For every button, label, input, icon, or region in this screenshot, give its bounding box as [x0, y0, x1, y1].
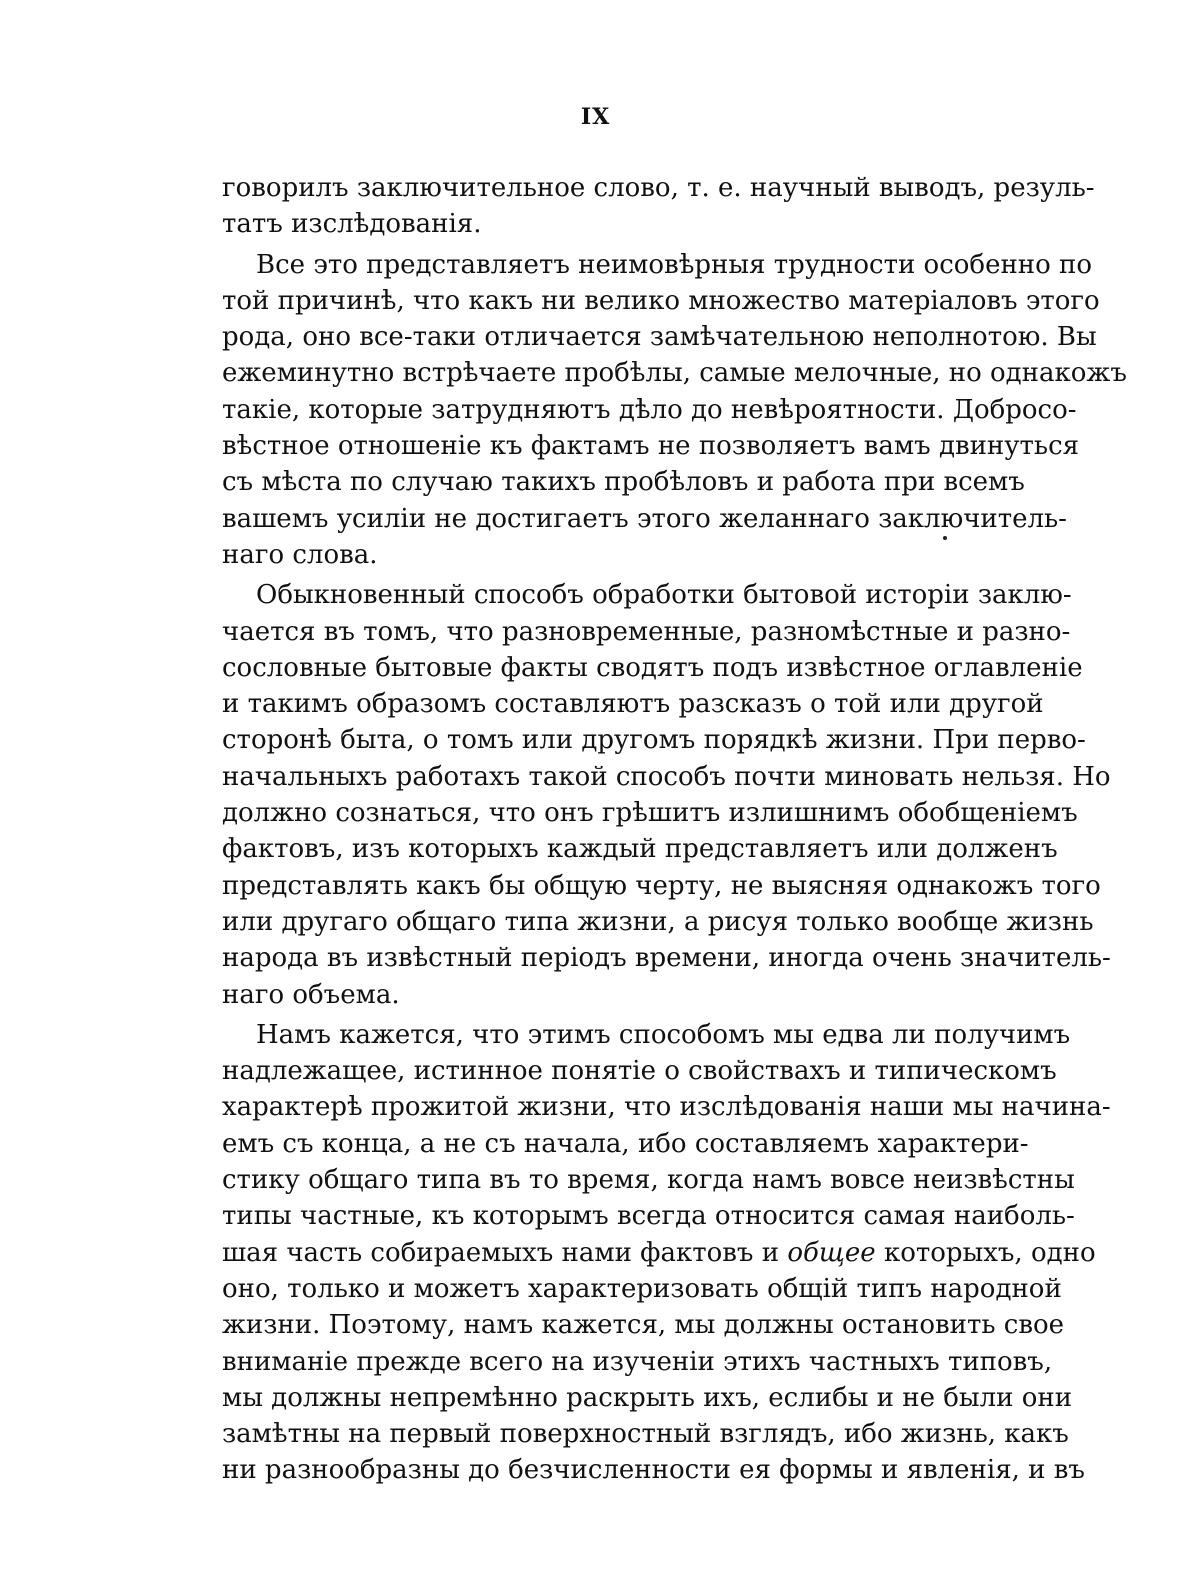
- text-line: такіе, которые затрудняютъ дѣло до невѣроятности. Добросо-: [222, 394, 1077, 425]
- text-line: стику общаго типа въ то время, когда намъ вовсе неизвѣстны: [222, 1165, 1075, 1196]
- text-line: Все это представляетъ неимовѣрныя трудности особенно по: [256, 249, 1093, 280]
- paragraph: [222, 170, 1095, 243]
- text-line: народа въ извѣстный періодъ времени, иногда очень значитель-: [222, 943, 1111, 974]
- body-text: [222, 170, 1127, 1489]
- text-line: Обыкновенный способъ обработки бытовой исторіи заклю-: [256, 580, 1072, 611]
- text-line: вниманіе прежде всего на изученіи этихъ частныхъ типовъ,: [222, 1346, 1053, 1377]
- text-line: и такимъ образомъ составляютъ разсказъ о той или другой: [222, 689, 1044, 720]
- text-line: чается въ томъ, что разновременные, разномѣстные и разно-: [222, 616, 1071, 647]
- text-line: ежеминутно встрѣчаете пробѣлы, самые мелочные, но однакожъ: [222, 358, 1127, 389]
- text-line: наго слова.: [222, 539, 378, 570]
- text-line: наго объема.: [222, 979, 400, 1010]
- text-line: емъ съ конца, а не съ начала, ибо составляемъ характери-: [222, 1128, 1029, 1159]
- text-line: замѣтны на первый поверхностный взглядъ, ибо жизнь, какъ: [222, 1419, 1069, 1450]
- page-number: IX: [580, 104, 611, 130]
- text-line: типы частные, къ которымъ всегда относится самая наиболь-: [222, 1201, 1075, 1232]
- paragraph: [222, 247, 1127, 574]
- paragraph: [222, 577, 1111, 1013]
- text-segment: которыхъ, одно: [883, 1237, 1096, 1268]
- text-line: жизни. Поэтому, намъ кажется, мы должны остановить свое: [222, 1310, 1065, 1341]
- text-segment: шая часть собираемыхъ нами фактовъ и: [222, 1237, 780, 1268]
- text-line: или другаго общаго типа жизни, а рисуя только вообще жизнь: [222, 906, 1094, 937]
- text-line: должно сознаться, что онъ грѣшитъ излишнимъ обобщеніемъ: [222, 798, 1078, 829]
- text-line: оно, только и можетъ характеризовать общій типъ народной: [222, 1273, 1062, 1304]
- text-line: татъ изслѣдованія.: [222, 209, 482, 240]
- text-line: рода, оно все-таки отличается замѣчательною неполнотою. Вы: [222, 322, 1097, 353]
- paragraph: [222, 1017, 1111, 1489]
- text-line-mixed: [222, 1235, 1096, 1271]
- text-line: говорилъ заключительное слово, т. е. научный выводъ, резуль-: [222, 173, 1095, 203]
- text-line: фактовъ, изъ которыхъ каждый представляетъ или долженъ: [222, 834, 1058, 865]
- text-line: начальныхъ работахъ такой способъ почти миновать нельзя. Но: [222, 761, 1111, 792]
- text-line: представлять какъ бы общую черту, не выясняя однакожъ того: [222, 870, 1101, 901]
- text-line: ни разнообразны до безчисленности ея формы и явленія, и въ: [222, 1455, 1085, 1486]
- text-line: сторонѣ быта, о томъ или другомъ порядкѣ жизни. При перво-: [222, 725, 1086, 756]
- text-line: сословные бытовые факты сводятъ подъ извѣстное оглавленіе: [222, 652, 1083, 683]
- italic-word: общее: [787, 1237, 876, 1268]
- text-line: вѣстное отношеніе къ фактамъ не позволяетъ вамъ двинуться: [222, 431, 1080, 462]
- text-line: характерѣ прожитой жизни, что изслѣдованія наши мы начина-: [222, 1092, 1111, 1123]
- text-line: Намъ кажется, что этимъ способомъ мы едва ли получимъ: [256, 1019, 1071, 1050]
- text-line: надлежащее, истинное понятіе о свойствахъ и типическомъ: [222, 1056, 1057, 1087]
- text-line: мы должны непремѣнно раскрыть ихъ, еслибы и не были они: [222, 1382, 1073, 1413]
- text-line: съ мѣста по случаю такихъ пробѣловъ и работа при всемъ: [222, 467, 1025, 498]
- text-line: той причинѣ, что какъ ни велико множество матеріаловъ этого: [222, 285, 1100, 316]
- text-line: вашемъ усиліи не достигаетъ этого желаннаго заключитель-: [222, 503, 1067, 534]
